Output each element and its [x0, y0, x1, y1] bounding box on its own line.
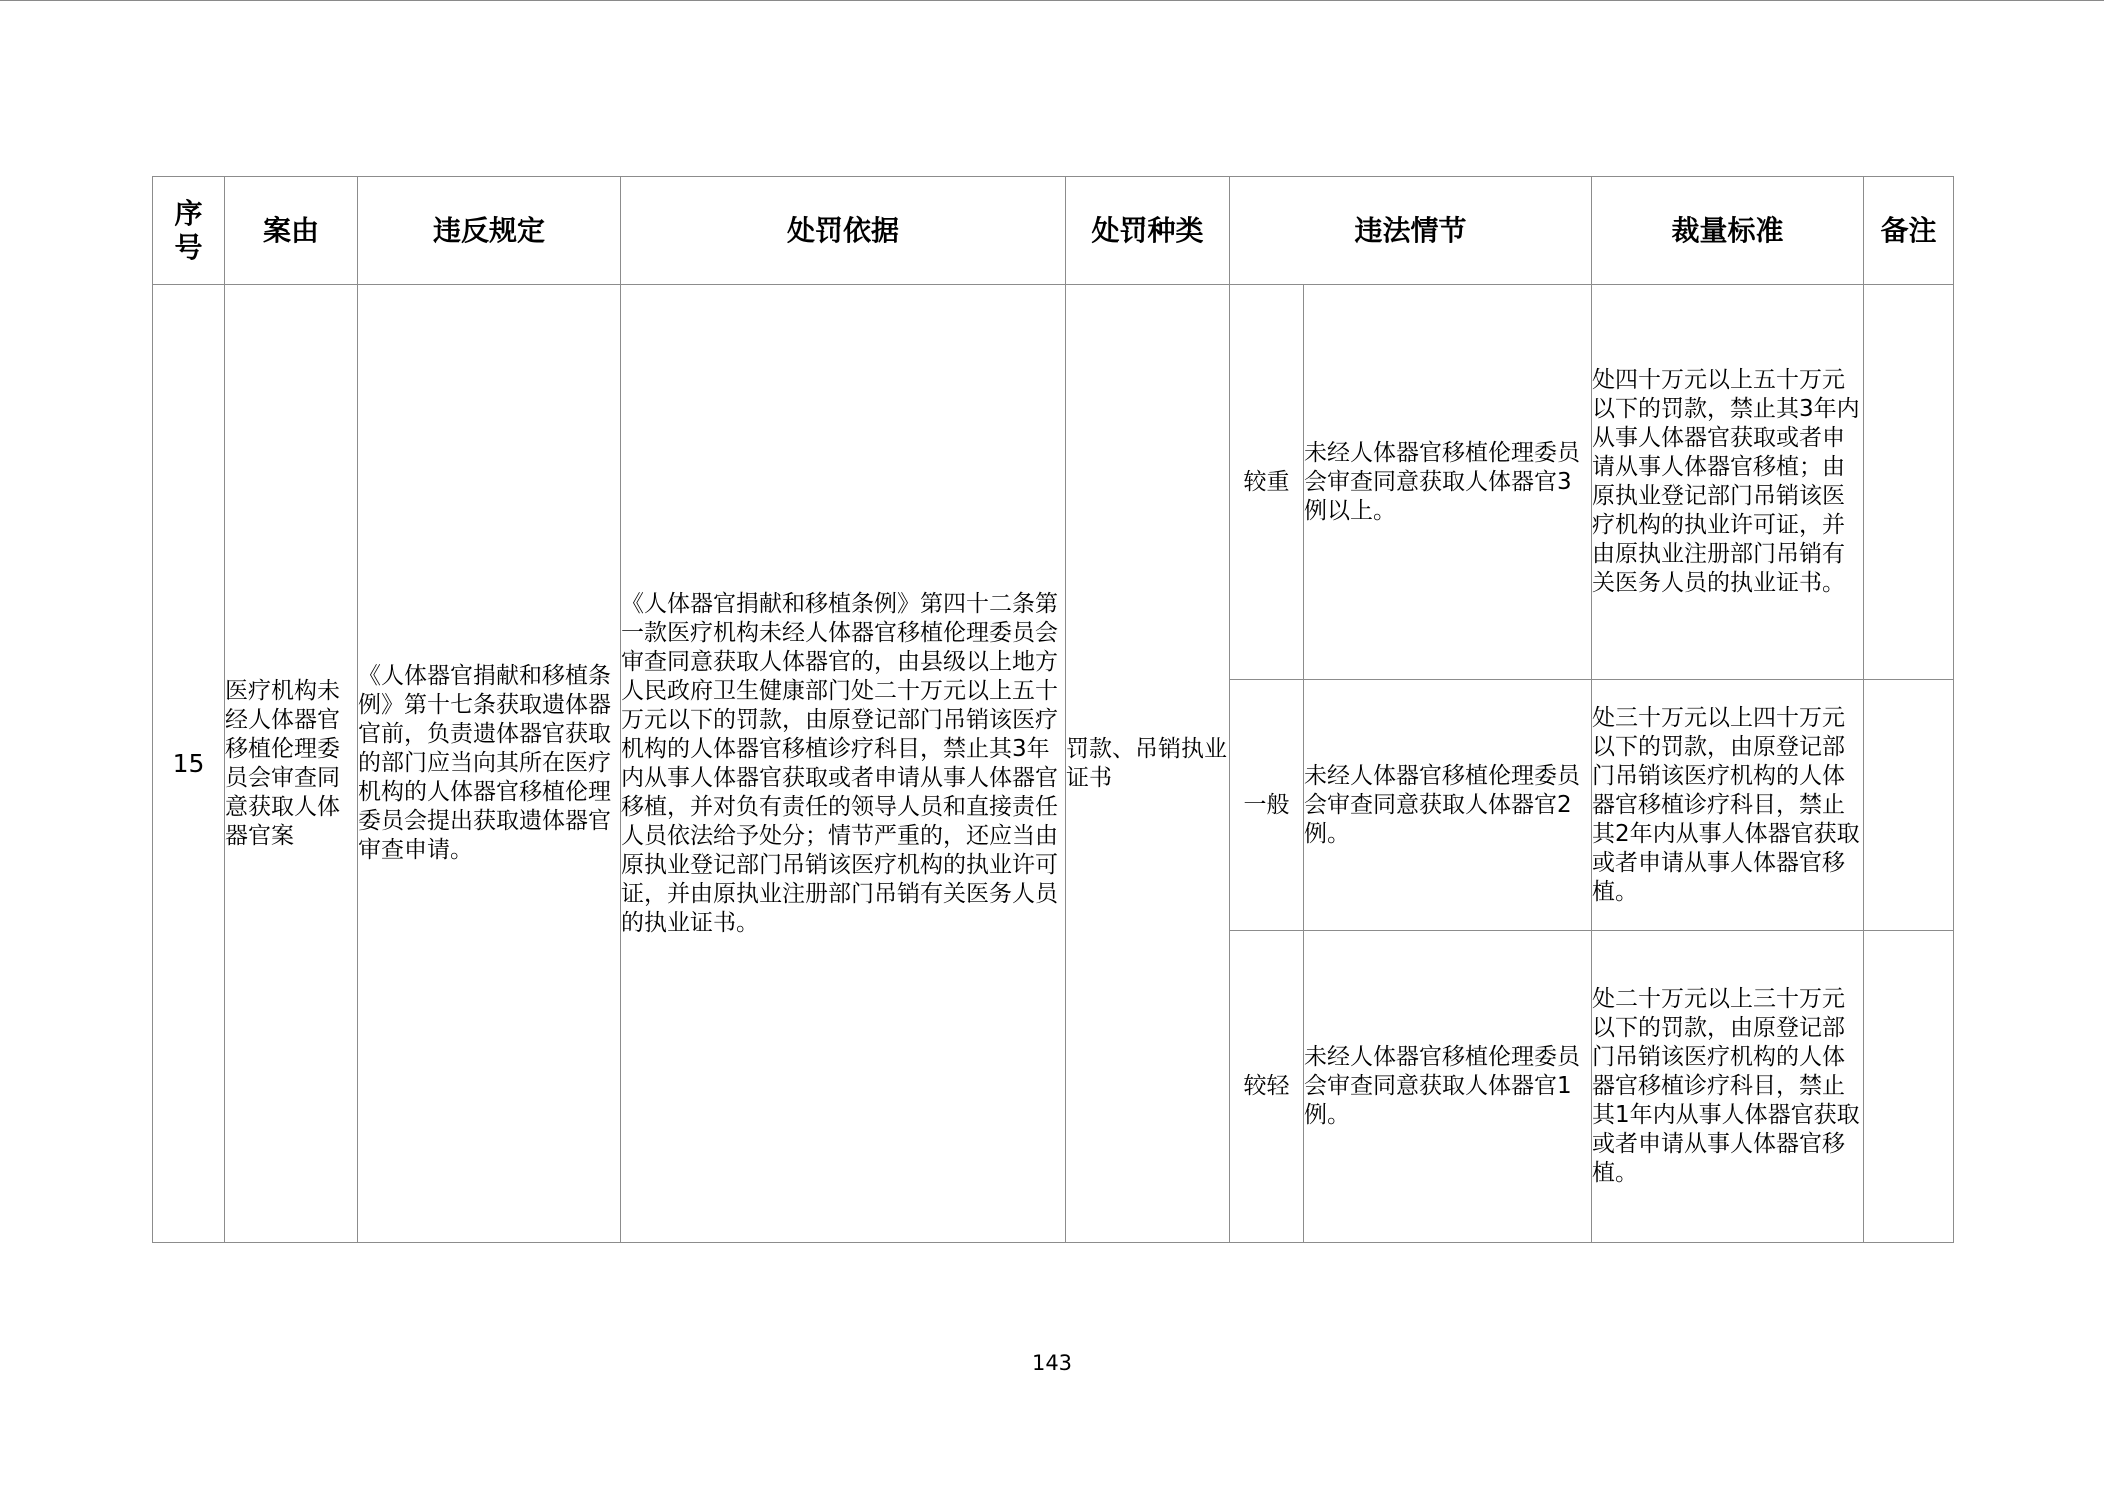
- header-type: 处罚种类: [1066, 177, 1230, 285]
- level-label-severe: 较重: [1230, 285, 1304, 680]
- standard-severe: 处四十万元以上五十万元以下的罚款，禁止其3年内从事人体器官获取或者申请从事人体器官移植；由原执业登记部门吊销该医疗机构的执业许可证，并由原执业注册部门吊销有关医务人员的执业证书。: [1592, 285, 1864, 680]
- row-violation: 《人体器官捐献和移植条例》第十七条获取遗体器官前，负责遗体器官获取的部门应当向其所在医疗机构的人体器官移植伦理委员会提出获取遗体器官审查申请。: [358, 285, 621, 1243]
- page-number: 143: [1031, 1351, 1073, 1375]
- standard-normal: 处三十万元以上四十万元以下的罚款，由原登记部门吊销该医疗机构的人体器官移植诊疗科目，禁止其2年内从事人体器官获取或者申请从事人体器官移植。: [1592, 680, 1864, 931]
- table-row: [153, 285, 1954, 680]
- header-circumstance: 违法情节: [1230, 177, 1592, 285]
- header-standard: 裁量标准: [1592, 177, 1864, 285]
- page-top-rule: [0, 0, 2104, 1]
- level-label-minor: 较轻: [1230, 931, 1304, 1243]
- circumstance-minor: 未经人体器官移植伦理委员会审查同意获取人体器官1例。: [1304, 931, 1592, 1243]
- header-case: 案由: [225, 177, 358, 285]
- row-case: 医疗机构未经人体器官移植伦理委员会审查同意获取人体器官案: [225, 285, 358, 1243]
- header-seq: 序号: [153, 177, 225, 285]
- level-label-normal: 一般: [1230, 680, 1304, 931]
- penalty-discretion-table: [152, 176, 1954, 1243]
- header-remark: 备注: [1864, 177, 1954, 285]
- remark-minor: [1864, 931, 1954, 1243]
- standard-minor: 处二十万元以上三十万元以下的罚款，由原登记部门吊销该医疗机构的人体器官移植诊疗科目，禁止其1年内从事人体器官获取或者申请从事人体器官移植。: [1592, 931, 1864, 1243]
- header-violation: 违反规定: [358, 177, 621, 285]
- row-penalty-type: 罚款、吊销执业证书: [1066, 285, 1230, 1243]
- remark-severe: [1864, 285, 1954, 680]
- row-basis: 《人体器官捐献和移植条例》第四十二条第一款医疗机构未经人体器官移植伦理委员会审查同意获取人体器官的，由县级以上地方人民政府卫生健康部门处二十万元以上五十万元以下的罚款，由原登记部门吊销该医疗机构的人体器官移植诊疗科目，禁止其3年内从事人体器官获取或者申请从事人体器官移植，并对负有责任的领导人员和直接责任人员依法给予处分；情节严重的，还应当由原执业登记部门吊销该医疗机构的执业许可证，并由原执业注册部门吊销有关医务人员的执业证书。: [621, 285, 1066, 1243]
- circumstance-normal: 未经人体器官移植伦理委员会审查同意获取人体器官2例。: [1304, 680, 1592, 931]
- header-basis: 处罚依据: [621, 177, 1066, 285]
- table-header-row: [153, 177, 1954, 285]
- row-seq: 15: [153, 285, 225, 1243]
- circumstance-severe: 未经人体器官移植伦理委员会审查同意获取人体器官3例以上。: [1304, 285, 1592, 680]
- remark-normal: [1864, 680, 1954, 931]
